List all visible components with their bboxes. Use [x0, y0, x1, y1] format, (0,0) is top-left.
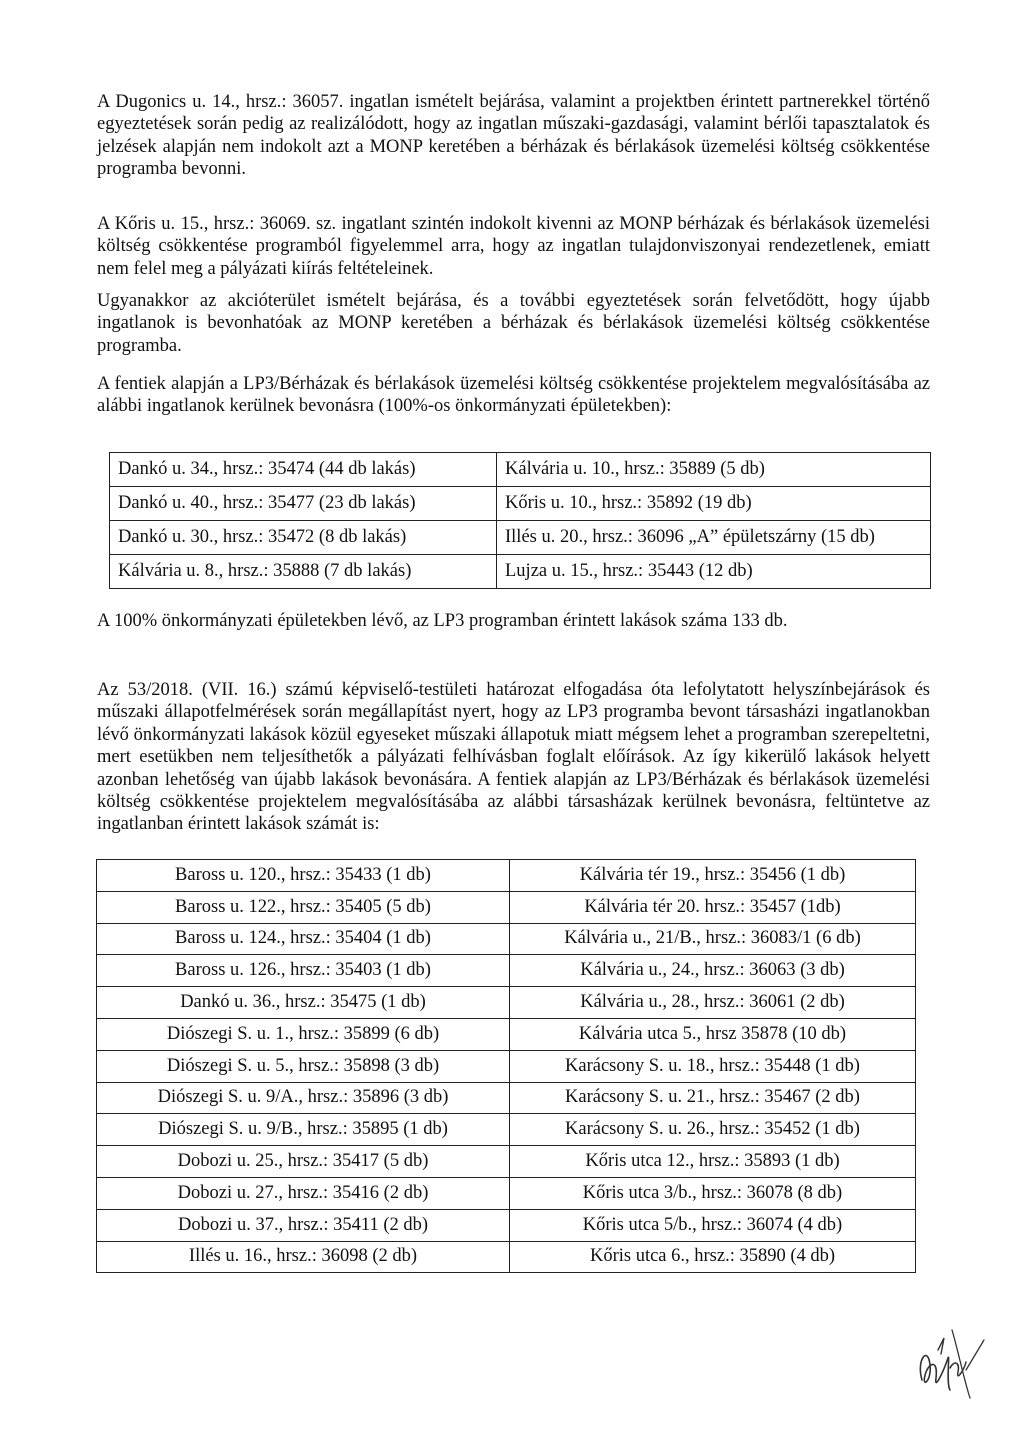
table-row [97, 1018, 916, 1050]
table-cell-left: Illés u. 16., hrsz.: 36098 (2 db) [97, 1241, 510, 1273]
table-cell-left: Dobozi u. 27., hrsz.: 35416 (2 db) [97, 1177, 510, 1209]
table-row [97, 923, 916, 955]
paragraph-total-apartments: A 100% önkormányzati épületekben lévő, az LP3 programban érintett lakások száma 133 db. [97, 611, 788, 631]
table-row [110, 487, 931, 521]
table-cell-right: Kálvária tér 19., hrsz.: 35456 (1 db) [510, 860, 916, 892]
paragraph-new-properties: Ugyanakkor az akcióterület ismételt bejárása, és a további egyeztetések során felvetődött, hogy újabb ingatlanok is bevonhatóak az MONP keretében a bérházak és bérlakások üzemelési költség csökkentése programba. [97, 291, 930, 356]
table-cell-right: Kálvária utca 5., hrsz 35878 (10 db) [510, 1018, 916, 1050]
table-row [97, 987, 916, 1019]
table-cell-right: Kálvária u., 24., hrsz.: 36063 (3 db) [510, 955, 916, 987]
owned-buildings-table [109, 452, 931, 589]
paragraph-dugonics: A Dugonics u. 14., hrsz.: 36057. ingatlan ismételt bejárása, valamint a projektben érintett partnerekkel történő egyeztetések során pedig az realizálódott, hogy az ingatlan műszaki-gazdasági, valamint bérlői tapasztalatok és jelzések alapján nem indokolt azt a MONP keretében a bérházak és bérlakások üzemelési költség csökkentése programba bevonni. [97, 92, 930, 180]
table-cell-right: Kőris utca 12., hrsz.: 35893 (1 db) [510, 1146, 916, 1178]
table-row [110, 521, 931, 555]
paragraph-lp3-intro: A fentiek alapján a LP3/Bérházak és bérlakások üzemelési költség csökkentése projektelem megvalósításába az alábbi ingatlanok kerülnek bevonásra (100%-os önkormányzati épületekben): [97, 374, 930, 417]
table-cell-right: Kőris u. 10., hrsz.: 35892 (19 db) [497, 487, 931, 521]
table-row [97, 891, 916, 923]
table-cell-right: Karácsony S. u. 18., hrsz.: 35448 (1 db) [510, 1050, 916, 1082]
handwritten-signature [908, 1310, 988, 1400]
table-cell-left: Baross u. 126., hrsz.: 35403 (1 db) [97, 955, 510, 987]
table-cell-left: Dobozi u. 37., hrsz.: 35411 (2 db) [97, 1209, 510, 1241]
table-cell-left: Dankó u. 34., hrsz.: 35474 (44 db lakás) [110, 453, 497, 487]
table-cell-left: Diószegi S. u. 5., hrsz.: 35898 (3 db) [97, 1050, 510, 1082]
table-row [97, 1177, 916, 1209]
table-cell-right: Kálvária u., 21/B., hrsz.: 36083/1 (6 db) [510, 923, 916, 955]
table-cell-left: Dobozi u. 25., hrsz.: 35417 (5 db) [97, 1146, 510, 1178]
table-row [110, 453, 931, 487]
table-cell-left: Kálvária u. 8., hrsz.: 35888 (7 db lakás) [110, 555, 497, 589]
condominiums-table [96, 859, 916, 1273]
table-cell-right: Illés u. 20., hrsz.: 36096 „A” épületszárny (15 db) [497, 521, 931, 555]
paragraph-condominiums: Az 53/2018. (VII. 16.) számú képviselő-testületi határozat elfogadása óta lefolytatott helyszínbejárások és műszaki állapotfelmérések során megállapítást nyert, hogy az LP3 programba bevont társasházi ingatlanokban lévő önkormányzati lakások közül egyeseket műszaki állapotuk miatt mégsem lehet a programban szerepeltetni, mert esetükben nem teljesíthetők a pályázati felhívásban foglalt előírások. Az így kikerülő lakások helyett azonban lehetőség van újabb lakások bevonására. A fentiek alapján az LP3/Bérházak és bérlakások üzemelési költség csökkentése projektelem megvalósításába az alábbi társasházak kerülnek bevonásra, feltüntetve az ingatlanban érintett lakások számát is: [97, 680, 930, 835]
table-cell-left: Diószegi S. u. 9/B., hrsz.: 35895 (1 db) [97, 1114, 510, 1146]
table-cell-left: Dankó u. 40., hrsz.: 35477 (23 db lakás) [110, 487, 497, 521]
table-row [110, 555, 931, 589]
table-cell-right: Kálvária u. 10., hrsz.: 35889 (5 db) [497, 453, 931, 487]
table-row [97, 1082, 916, 1114]
table-row [97, 1050, 916, 1082]
table-cell-right: Karácsony S. u. 26., hrsz.: 35452 (1 db) [510, 1114, 916, 1146]
table-cell-left: Diószegi S. u. 1., hrsz.: 35899 (6 db) [97, 1018, 510, 1050]
table-cell-right: Lujza u. 15., hrsz.: 35443 (12 db) [497, 555, 931, 589]
table-row [97, 955, 916, 987]
table-row [97, 1146, 916, 1178]
table-row [97, 1114, 916, 1146]
table-cell-right: Kőris utca 6., hrsz.: 35890 (4 db) [510, 1241, 916, 1273]
table-cell-right: Karácsony S. u. 21., hrsz.: 35467 (2 db) [510, 1082, 916, 1114]
table-cell-right: Kőris utca 5/b., hrsz.: 36074 (4 db) [510, 1209, 916, 1241]
paragraph-koris: A Kőris u. 15., hrsz.: 36069. sz. ingatlant szintén indokolt kivenni az MONP bérházak és bérlakások üzemelési költség csökkentése programból figyelemmel arra, hogy az ingatlan tulajdonviszonyai rendezetlenek, emiatt nem felel meg a pályázati kiírás feltételeinek. [97, 214, 930, 279]
table-cell-right: Kálvária tér 20. hrsz.: 35457 (1db) [510, 891, 916, 923]
table-cell-left: Dankó u. 36., hrsz.: 35475 (1 db) [97, 987, 510, 1019]
table-cell-left: Baross u. 122., hrsz.: 35405 (5 db) [97, 891, 510, 923]
table-row [97, 1209, 916, 1241]
table-row [97, 1241, 916, 1273]
table-row [97, 860, 916, 892]
table-cell-right: Kőris utca 3/b., hrsz.: 36078 (8 db) [510, 1177, 916, 1209]
table-cell-left: Baross u. 120., hrsz.: 35433 (1 db) [97, 860, 510, 892]
table-cell-left: Baross u. 124., hrsz.: 35404 (1 db) [97, 923, 510, 955]
table-cell-left: Dankó u. 30., hrsz.: 35472 (8 db lakás) [110, 521, 497, 555]
table-cell-right: Kálvária u., 28., hrsz.: 36061 (2 db) [510, 987, 916, 1019]
table-cell-left: Diószegi S. u. 9/A., hrsz.: 35896 (3 db) [97, 1082, 510, 1114]
